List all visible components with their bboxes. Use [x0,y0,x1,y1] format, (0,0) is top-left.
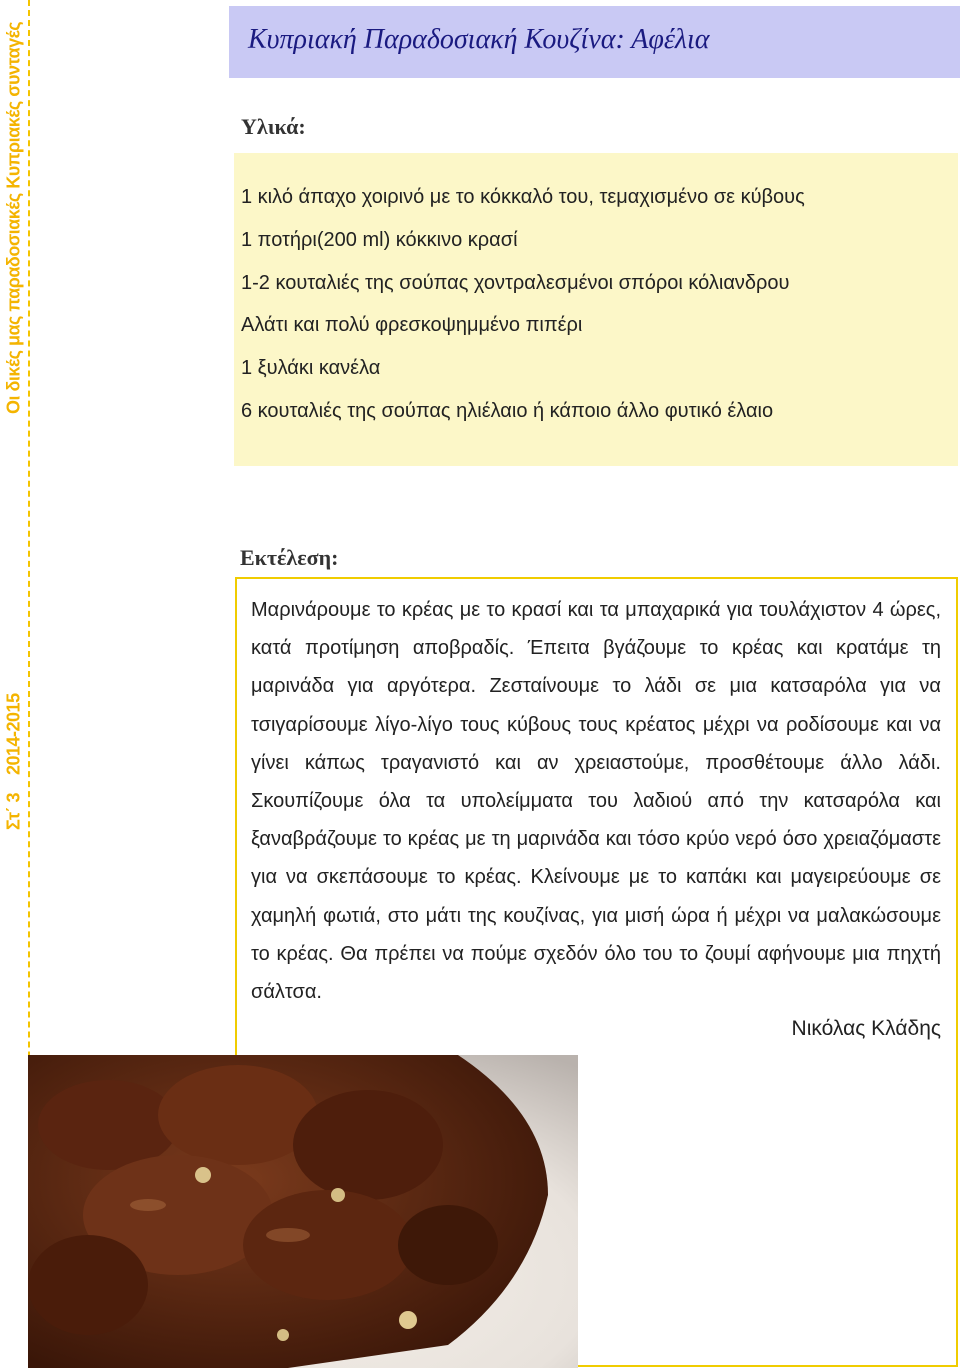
term-label: Στ΄ 3 [3,792,24,830]
page-title: Κυπριακή Παραδοσιακή Κουζίνα: Αφέλια [248,24,710,55]
ingredient-item: 1 ποτήρι(200 ml) κόκκινο κρασί [241,229,518,251]
method-text: Μαρινάρουμε το κρέας με το κρασί και τα μπαχαρικά για τουλάχιστον 4 ώρες, κατά προτίμηση αποβραδίς. Έπειτα βγάζουμε το κρέας και κρατάμε τη μαρινάδα για αργότερα. Ζεσταίνουμε το λάδι σε μια κατσαρόλα για να τσιγαρίσουμε λίγο-λίγο τους κύβους τους κρέατος μέχρι να ροδίσουμε και να γίνει κάπως τραγανιστό και αν χρειαστούμε, προσθέτουμε άλλο λάδι. Σκουπίζουμε όλα τα υπολείμματα του λαδιού από την κατσαρόλα και ξαναβράζουμε το κρέας με τη μαρινάδα και τόσο κρύο νερό όσο χρειαζόμαστε για να σκεπάσουμε το κρέας. Κλείνουμε με το καπάκι και μαγειρεύουμε σε χαμηλή φωτιά, στο μάτι της κουζίνας, για μισή ώρα ή μέχρι να μαλακώσουμε το κρέας. Θα πρέπει να πούμε σχεδόν όλο του το ζουμί αφήνουμε μια πηχτή σάλτσα. [251,599,941,1004]
ingredient-item: 6 κουταλιές της σούπας ηλιέλαιο ή κάποιο άλλο φυτικό έλαιο [241,400,774,422]
ingredients-box [234,153,958,466]
ingredient-item: 1-2 κουταλιές της σούπας χοντραλεσμένοι σπόροι κόλιανδρου [241,272,790,294]
title-bar [229,6,960,78]
food-illustration [28,1055,578,1368]
series-label: Οι δικές μας παραδοσιακές Κυπριακές συνταγές [3,21,24,415]
afelia-photo [28,1055,578,1368]
ingredients-heading: Υλικά: [241,114,306,139]
term-year-label [0,640,28,830]
year-label: 2014-2015 [3,693,24,775]
side-strip [0,0,28,830]
method-heading: Εκτέλεση: [240,545,339,570]
ingredient-item: Αλάτι και πολύ φρεσκοψημμένο πιπέρι [241,314,583,336]
author-name: Νικόλας Κλάδης [791,1017,941,1040]
ingredient-item: 1 κιλό άπαχο χοιρινό με το κόκκαλό του, τεμαχισμένο σε κύβους [241,186,805,208]
ingredient-item: 1 ξυλάκι κανέλα [241,357,381,379]
